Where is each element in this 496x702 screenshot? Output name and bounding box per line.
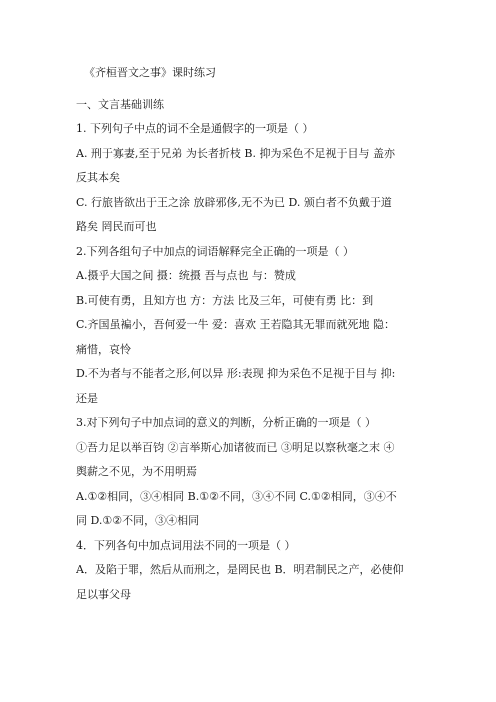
text-line: 舆薪之不见，为不用明焉 (76, 465, 197, 478)
section-heading: 一、文言基础训练 (76, 98, 164, 111)
text-line: B.可使有勇，且知方也 方：方法 比及三年，可使有勇 比：到 (76, 293, 374, 307)
text-line: C.齐国虽褊小，吾何爱一牛 爱：喜欢 王若隐其无罪而就死地 隐： (76, 318, 396, 331)
document-title: 《齐桓晋文之事》课时练习 (84, 66, 216, 79)
text-line: 反其本矣 (76, 171, 120, 184)
text-line: A. 刑于寡妻,至于兄弟 为长者折枝 B. 抑为采色不足视于目与 盖亦 (76, 146, 395, 160)
text-line: C. 行旅皆欲出于王之涂 放辟邪侈,无不为已 D. 颁白者不负戴于道 (76, 195, 392, 209)
text-line: ①吾力足以举百钧 ②言举斯心加诸彼而已 ③明足以察秋毫之末 ④ (76, 440, 395, 454)
text-line: A.①②相同，③④相同 B.①②不同，③④不同 C.①②相同，③④不 (76, 489, 397, 503)
text-line: 还是 (76, 391, 98, 405)
text-line: A．及陷于罪，然后从而刑之，是罔民也 B．明君制民之产，必使仰 (76, 563, 404, 576)
text-line: D.不为者与不能者之形,何以异 形:表现 抑为采色不足视于目与 抑: (76, 367, 396, 380)
text-line: 2.下列各组句子中加点的词语解释完全正确的一项是（ ） (76, 244, 354, 258)
text-line: 1. 下列句子中点的词不全是通假字的一项是（ ） (76, 122, 314, 135)
text-line: 痛惜，哀怜 (76, 342, 131, 356)
text-line: 3.对下列句子中加点词的意义的判断，分析正确的一项是（ ） (76, 416, 376, 429)
exercise-body (76, 122, 426, 612)
text-line: A.摄乎大国之间 摄：统摄 吾与点也 与：赞成 (76, 269, 296, 282)
text-line: 同 D.①②不同，③④相同 (76, 514, 200, 527)
text-line: 足以事父母 (76, 587, 131, 601)
text-line: 4．下列各句中加点词用法不同的一项是（ ） (76, 538, 296, 552)
text-line: 路矣 罔民而可也 (76, 220, 157, 233)
